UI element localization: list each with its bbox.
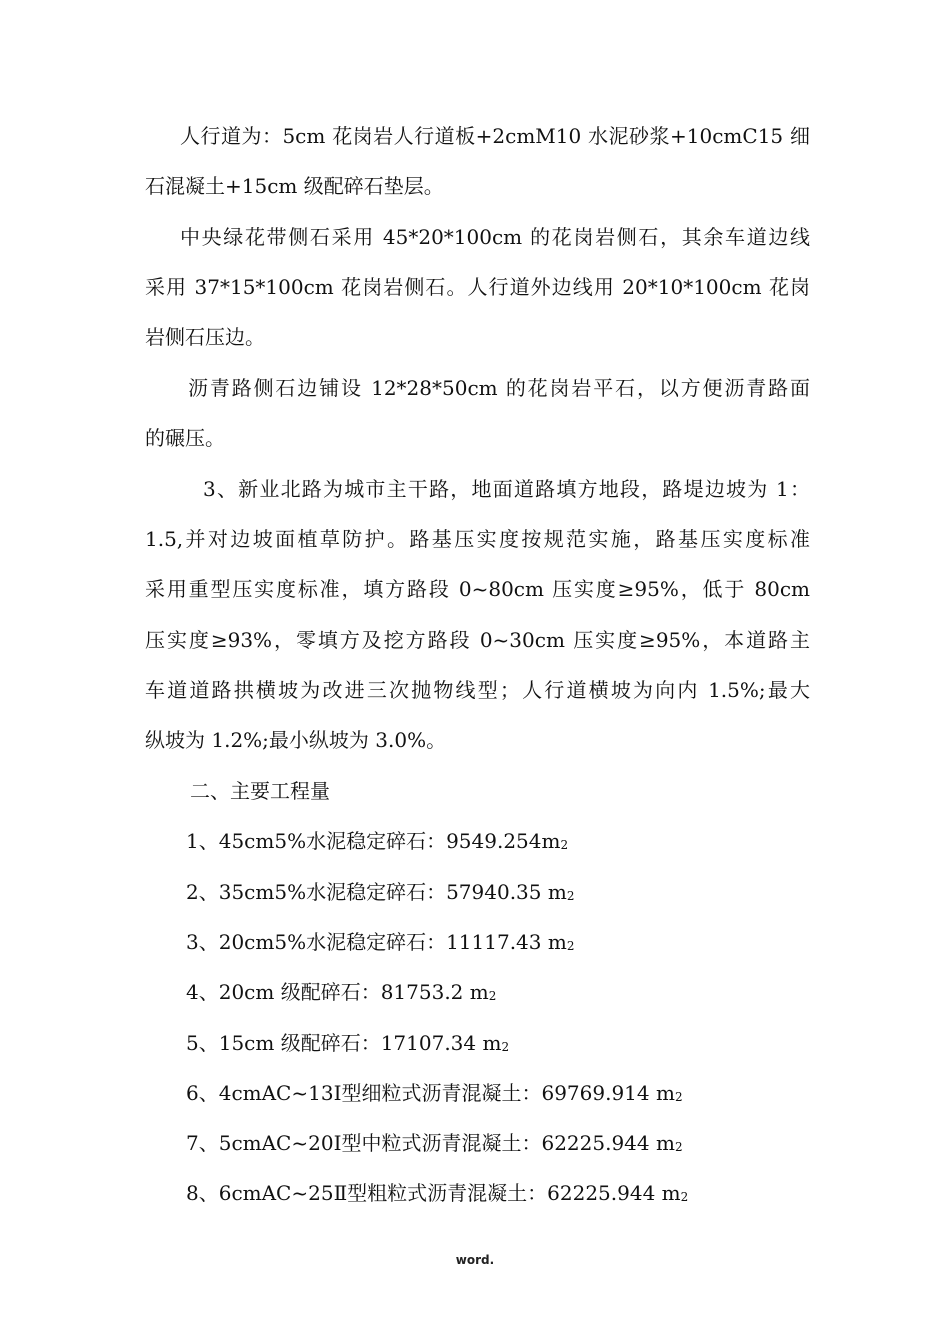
paragraph-road-spec-line-2: 1.5,并对边坡面植草防护。路基压实度按规范实施，路基压实度标准 xyxy=(145,527,810,551)
quantity-item-text: 8、6cmAC~25Ⅱ型粗粒式沥青混凝土：62225.944 m xyxy=(186,1181,681,1205)
quantity-item-text: 7、5cmAC~20Ⅰ型中粒式沥青混凝土：62225.944 m xyxy=(186,1131,675,1155)
unit-superscript: 2 xyxy=(566,889,575,903)
unit-superscript: 2 xyxy=(501,1040,510,1054)
unit-superscript: 2 xyxy=(674,1140,683,1154)
paragraph-flatstone-line-1: 沥青路侧石边铺设 12*28*50cm 的花岗岩平石，以方便沥青路面 xyxy=(188,376,810,400)
quantity-item-text: 4、20cm 级配碎石：81753.2 m xyxy=(186,980,489,1004)
paragraph-road-spec-line-6: 纵坡为 1.2%;最小纵坡为 3.0%。 xyxy=(145,728,447,752)
paragraph-road-spec-line-5: 车道道路拱横坡为改进三次抛物线型；人行道横坡为向内 1.5%;最大 xyxy=(145,678,810,702)
quantity-item xyxy=(186,980,851,1007)
paragraph-sidewalk-line-2: 石混凝土+15cm 级配碎石垫层。 xyxy=(145,174,444,198)
paragraph-road-spec-line-3: 采用重型压实度标准，填方路段 0~80cm 压实度≥95%，低于 80cm xyxy=(145,577,810,601)
unit-superscript: 2 xyxy=(488,989,497,1003)
paragraph-curbstone-line-1: 中央绿花带侧石采用 45*20*100cm 的花岗岩侧石，其余车道边线 xyxy=(180,225,810,249)
quantity-item-text: 5、15cm 级配碎石：17107.34 m xyxy=(186,1031,502,1055)
paragraph-sidewalk-line-1: 人行道为：5cm 花岗岩人行道板+2cmM10 水泥砂浆+10cmC15 细 xyxy=(180,124,810,148)
quantity-item xyxy=(186,930,851,957)
page-footer: word. xyxy=(455,1253,495,1267)
paragraph-curbstone-line-2: 采用 37*15*100cm 花岗岩侧石。人行道外边线用 20*10*100cm 花岗 xyxy=(145,275,810,299)
paragraph-flatstone-line-2: 的碾压。 xyxy=(145,426,225,450)
unit-superscript: 2 xyxy=(560,838,569,852)
quantity-item xyxy=(186,1081,851,1108)
quantity-item-text: 1、45cm5%水泥稳定碎石：9549.254m xyxy=(186,829,561,853)
quantity-item xyxy=(186,1131,851,1158)
quantity-item-text: 2、35cm5%水泥稳定碎石：57940.35 m xyxy=(186,880,567,904)
paragraph-road-spec-line-1: 3、新业北路为城市主干路，地面道路填方地段，路堤边坡为 1： xyxy=(203,477,810,501)
quantity-item xyxy=(186,880,851,907)
paragraph-road-spec-line-4: 压实度≥93%，零填方及挖方路段 0~30cm 压实度≥95%，本道路主 xyxy=(145,628,810,652)
unit-superscript: 2 xyxy=(566,939,575,953)
section-heading: 二、主要工程量 xyxy=(190,779,330,803)
unit-superscript: 2 xyxy=(680,1190,689,1204)
paragraph-curbstone-line-3: 岩侧石压边。 xyxy=(145,325,265,349)
quantity-item xyxy=(186,1031,851,1058)
unit-superscript: 2 xyxy=(674,1090,683,1104)
quantity-item xyxy=(186,829,851,856)
quantity-item-text: 3、20cm5%水泥稳定碎石：11117.43 m xyxy=(186,930,567,954)
quantity-item xyxy=(186,1181,851,1208)
quantity-item-text: 6、4cmAC~13Ⅰ型细粒式沥青混凝土：69769.914 m xyxy=(186,1081,675,1105)
